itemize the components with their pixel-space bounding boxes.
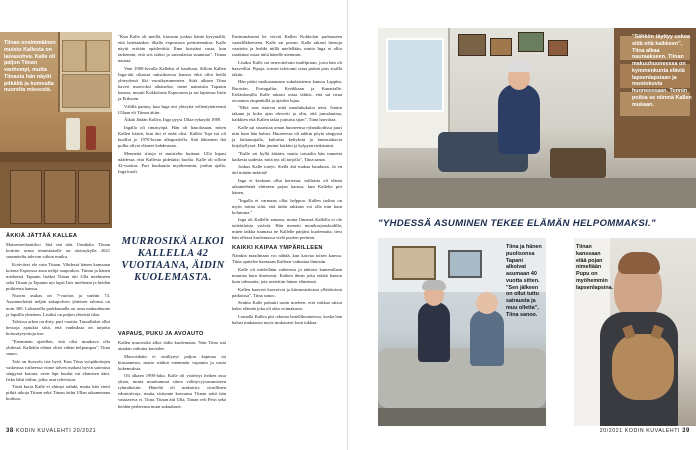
paragraph: Kallen haaveet kasvoivat ja kiinnostuksista yllättävässä paikoissa", Tiina sanoo. xyxy=(232,286,342,298)
text-column-2 xyxy=(118,34,226,176)
issue-number: 20/2021 xyxy=(599,428,623,434)
page-number: 39 xyxy=(682,428,690,434)
paragraph: "Kalle sai kyllä äitiään, mutta toisaalta hän tunnetai kaikesta uudesta, mitä nyt oli tarjolla", Tiina sanoo. xyxy=(232,150,342,162)
text-column-4 xyxy=(232,34,342,328)
section-subhead: ÄKKIÄ JÄTTÄÄ KALLEA xyxy=(6,233,78,239)
paragraph: Näinkin maailmaan voi nähdä, kun kasvaa toisen kanssa. Tiina ajattelee kanssaan Kalleen vaikuttaa ihmisiin. xyxy=(232,253,342,265)
paragraph: Talo on Suavolo itse hyvä. Kun Tiina syöpähoitojen vaikeassa vaiheessa viime talven makasi hyvin saiteuisa sängyssä kotona, oven läpi kuului vat elamisen ääni. Iiska lähti töihin, jotka asui television. xyxy=(6,358,110,382)
magazine-name: KODIN KUVALEHTI xyxy=(624,428,681,434)
magazine-name: KODIN KUVALEHTI xyxy=(15,428,72,434)
couple-photo-caption: Tiina ja hänen puolisonsa Tapani alkoivat asumaan 40 vuotta sitten. "Sen jälkeen on ollut tuttu sairausta ja muu olletta", Tiina sanoo. xyxy=(506,244,542,318)
section-subhead: VAPAUS, PUKU JA AVOAUTO xyxy=(118,331,204,337)
kitchen-photo-caption: Tiinan ensimmäinen muisto Kallesta on laivasohva. Kalle oli paljon Tiinan vanhempi, mutta Tiinasta hän näytti pitkältä ja komealta nuorelta miesestä. xyxy=(4,40,56,94)
right-page xyxy=(348,0,696,450)
paragraph: Kotiviiset ole vain Tiinan. Vihdessä hänen kanssaan kotona Espoossa asuu nelijä suupoikoa. Tiinan ja hänen miehensä Tapanin lisäksi Tiinan äiti Ulla miehineen sekä Tiinan ja Tapanin nyt lapsi Iiris miehensä ja heidän poikiensa kanssa. xyxy=(6,261,110,291)
text-column-1 xyxy=(6,230,110,404)
woman-with-cat-photo-caption: Tiinan kanssaan elää pojan nimeltään Pupu on myöhemmin lapsenlapsina. xyxy=(576,244,614,291)
paragraph: Maisemreilaattiloo. Sitä sen tätä. Uunikala. Tiinan kotiriin sensa tömästukolle on aloituykylla 2021 suunniteltu tulevan vitkon muiku. xyxy=(6,241,110,259)
issue-number: 20/2021 xyxy=(73,428,97,434)
paragraph: Lomalla Kallea piti odottaa hotellihuoneessa, koska hän halusi mukaansa myös mukavasti kuin tukkaa. xyxy=(232,313,342,325)
paragraph: Murrosikäin ei sisältynyt paljon kapinaa tai kiusaamista, mutta sitäkin enemmän vapautta ja uusia kokemuksia. xyxy=(118,353,226,371)
section-subhead: KAIKKI KAIPAA YMPÄRILLEEN xyxy=(232,244,323,251)
page-number: 38 xyxy=(6,428,14,434)
paragraph: "Ingalla ei varmaan ollut helppoa. Kallen tarlina on myös tarina siitä, että äidin rakkaus voi olla niin kuin kolumnia." xyxy=(232,197,342,215)
paragraph: Senkin Kalle palautti usein mieleen, että vatikaa niissa kaksi elämää joka oli aika voimakasta. xyxy=(232,300,342,312)
paragraph: Ensimmäisenä he veivät Kallen Kokkolan parhaaseen vaatelilkkeeseen. Kalle sai puvun. Kalle rakasti hienoja vaatteita ja leuhki niillä mielellään, mutta Inga ei ollut raaskinut ostaa niitä hänelle aiemmin. xyxy=(232,34,342,58)
woman-with-cat-photo xyxy=(574,238,696,426)
paragraph: Lisäksi Kalle sai neuvottelrain tuulilpruun, josta hän oli haaveillut. Pipoja, toisset talvionni ottaa päästä pois sisällä takiin. xyxy=(232,59,342,77)
text-column-3 xyxy=(118,328,226,411)
page-folio-left xyxy=(6,428,96,434)
paragraph: Taloissa arkea on dirty, puri vuottia. Tasoallakoi ollut hessoja ajatukia siitä, että vanhuksia on tarjottu hoitosäyeysitoja itse. xyxy=(6,319,110,337)
paragraph: Kalle oli mielellään vaiheessa ja tahtoisi kamerallaan muuttaa kuin ilmeisesti. Kaiken ihmis joku eräätä kanssa kuin tulematta, jota asetettiin hänen elämänsä. xyxy=(232,267,342,285)
feature-quote: "YHDESSÄ ASUMINEN TEKEE ELÄMÄN HELPOMMAKSI." xyxy=(378,218,656,229)
page-folio-right xyxy=(600,428,690,434)
paragraph: Tästä koria Kalle ei ehtinyt nähdä, mutta hän vietti pitkiä aikoja Tiinan sekä Tiinan äidin Ullan aikamenana kodissa. xyxy=(6,384,110,402)
paragraph: Vain 1980-luvulla Kalleksi el kaulitaat. Silloin Kallen Inga-äiti rikastui suksiikoessa kanssa eikä ollut heillä yhteydessä liki vuosikymmeneen. Siitä alkaen Tiina kaveri muovoksi aikaiseksi, mene naimisiin Tapanin kanssa, muutti Kokkolasta Espooseen ja sai lapsensa Iiirin ja Erikssen. xyxy=(118,65,226,102)
paragraph: "Enemmän ajatellen, että olisi muukava olla yhdessä. Kallekin elämä oliiet vähän helpompaa", Tiina sanoo. xyxy=(6,338,110,356)
couple-photo xyxy=(378,238,546,426)
paragraph: Äikää Jätään Kallea, Inga pyysi Ullaa eykaydä 1989. xyxy=(124,117,222,123)
living-room-photo xyxy=(378,28,696,208)
pull-quote: MURROSIKÄ ALKOI KALLELLA 42 VUOTIAANA, ÄIDIN KUOLEMASTA. xyxy=(121,236,225,284)
living-room-photo-caption: "Sähkön täyttyy uskoa siitä että kaikkeen", Tiina alkaa nauraakseen. Tiinan makuuhuoneessa on kymmenkunta eläviä lapsenlapsiaan ja muotokuvia huoneessaan. Tonnin poikia se niinmä Kallen mukaan. xyxy=(632,34,692,108)
paragraph: Ingalla oli rintasyöpä. Hän oli hauolasaan, miten Kallen käävä, kun äiti ei enää olisi. Kallen Topi isä oli kuollut jo 1970-luvun alkupuolella. Sitä lähtenien ikä polku olivat eläneet kahdestaan. xyxy=(118,124,226,149)
paragraph: Inga ei koskaan ollut kertonut, millaista oli elämä aikamiehenä ehtineen pojan kanssa, kun Kallelta piti hänen. xyxy=(232,177,342,195)
paragraph: Menneitä riitoja ei muisteltu kuitaan. Ulla lupasi näädessa, että Kallesta pidettäisi huolta. Kalle oli silloin 42-vuotias. Pari kuukautta myöhemmin, joulun ajalla, Inga kuoli. xyxy=(118,150,226,174)
paragraph: "Kun Kalle oli meillä, kiusasin joskus häntä kysymällä, että lattetaankos ilkalla expostasta perinteenaksa. Kalle näytti erittäin epäileväitä. Ilme kiristäni vasta, kun tarkennin, että siis isäksi ja sanoulaisia suunniaa", Tiinaa nauraa. xyxy=(118,34,226,64)
paragraph: Kallen murrosikä alkoi äidin kuolemasta. Niin Tiina sitä ainakin vaikutta kuvailee. xyxy=(118,339,226,351)
paragraph: Hän pääsi matkustamaan sukulaistensa kanssa Lappiin, Ruotsiin, Portugaliin, Kreikkaan ja Kanarialle. Etelänlomilla Kalle rakasti ostaa tähtisi, että sai istua avoauton etupenkillä ja ajettiin lujaa. xyxy=(232,79,342,103)
paragraph: Oli alkaen 1990-luku. Kalle oli ystävityi hetken assa yksin, mutta muuttamuut sitten välittyvyysasumiseen ryhmäkotiin. Häneltä oli makuttiry viruillinen edunvalvoja, mutta sisitynne kasvansa Tiinan sekä tiän vastaaviva vt. Tiina. Tiinan äiti Ulla, Tiinan veli Petri sekä heidän perheensa muut sukualaset. xyxy=(118,373,226,409)
paragraph: Joskus Kalle toteyt: Siellä äiti makaa haudassa. Ja en äiti mitään määrää! xyxy=(232,164,342,176)
paragraph: Kalle sai sisaristaa oman huoneensa ryhmäkodissa juuri niin kuin hän halusi. Huoneessa oli tahkin pöytä sängyssä ja lattianrajalla, kultaisia kehyksiä ja fantasiakuvia kirjahyllyssä. Hän juuttui kärkiin ja kylpytarvinkäsinsä. xyxy=(232,124,342,149)
paragraph: "Mitä taas istuivat niitä muulukukuita tetsä. Istutin takana ja koko ajan ohvertti ja olin, että jumalauttaa, kaikkien että Kallen takia joutuisa sijan", Tiina harvittaa. xyxy=(232,105,342,123)
paragraph: Inga oli Kallelle antuara, mutta Ilmansä Kallella ei ole taiteinlaisia ystäviä. Hän menetti monikorjouskodilla, miten taikka tuumasa ne Kallelle pärjäisi kuolematta, tiesi hän ollessa kuolemassa vielä puolen perheen. xyxy=(232,217,342,241)
paragraph: Nuorin asukas on 7-vuotias ja vanhin 74. Asuinmeleistä neljän sukupolven yhteisen talonsa on noin 300. Lokaasella parkkumalla on oma makuuhuone ja lapsilla yhteinen. Lisäksi on paljon yhteistä tilaa. xyxy=(6,293,110,317)
paragraph: Välillä pantuy, kun Inga otti yhteyttä vellentyttäreensä Ullaan eli Tiinan äitiin. xyxy=(118,103,226,115)
kitchen-photo xyxy=(0,32,112,228)
